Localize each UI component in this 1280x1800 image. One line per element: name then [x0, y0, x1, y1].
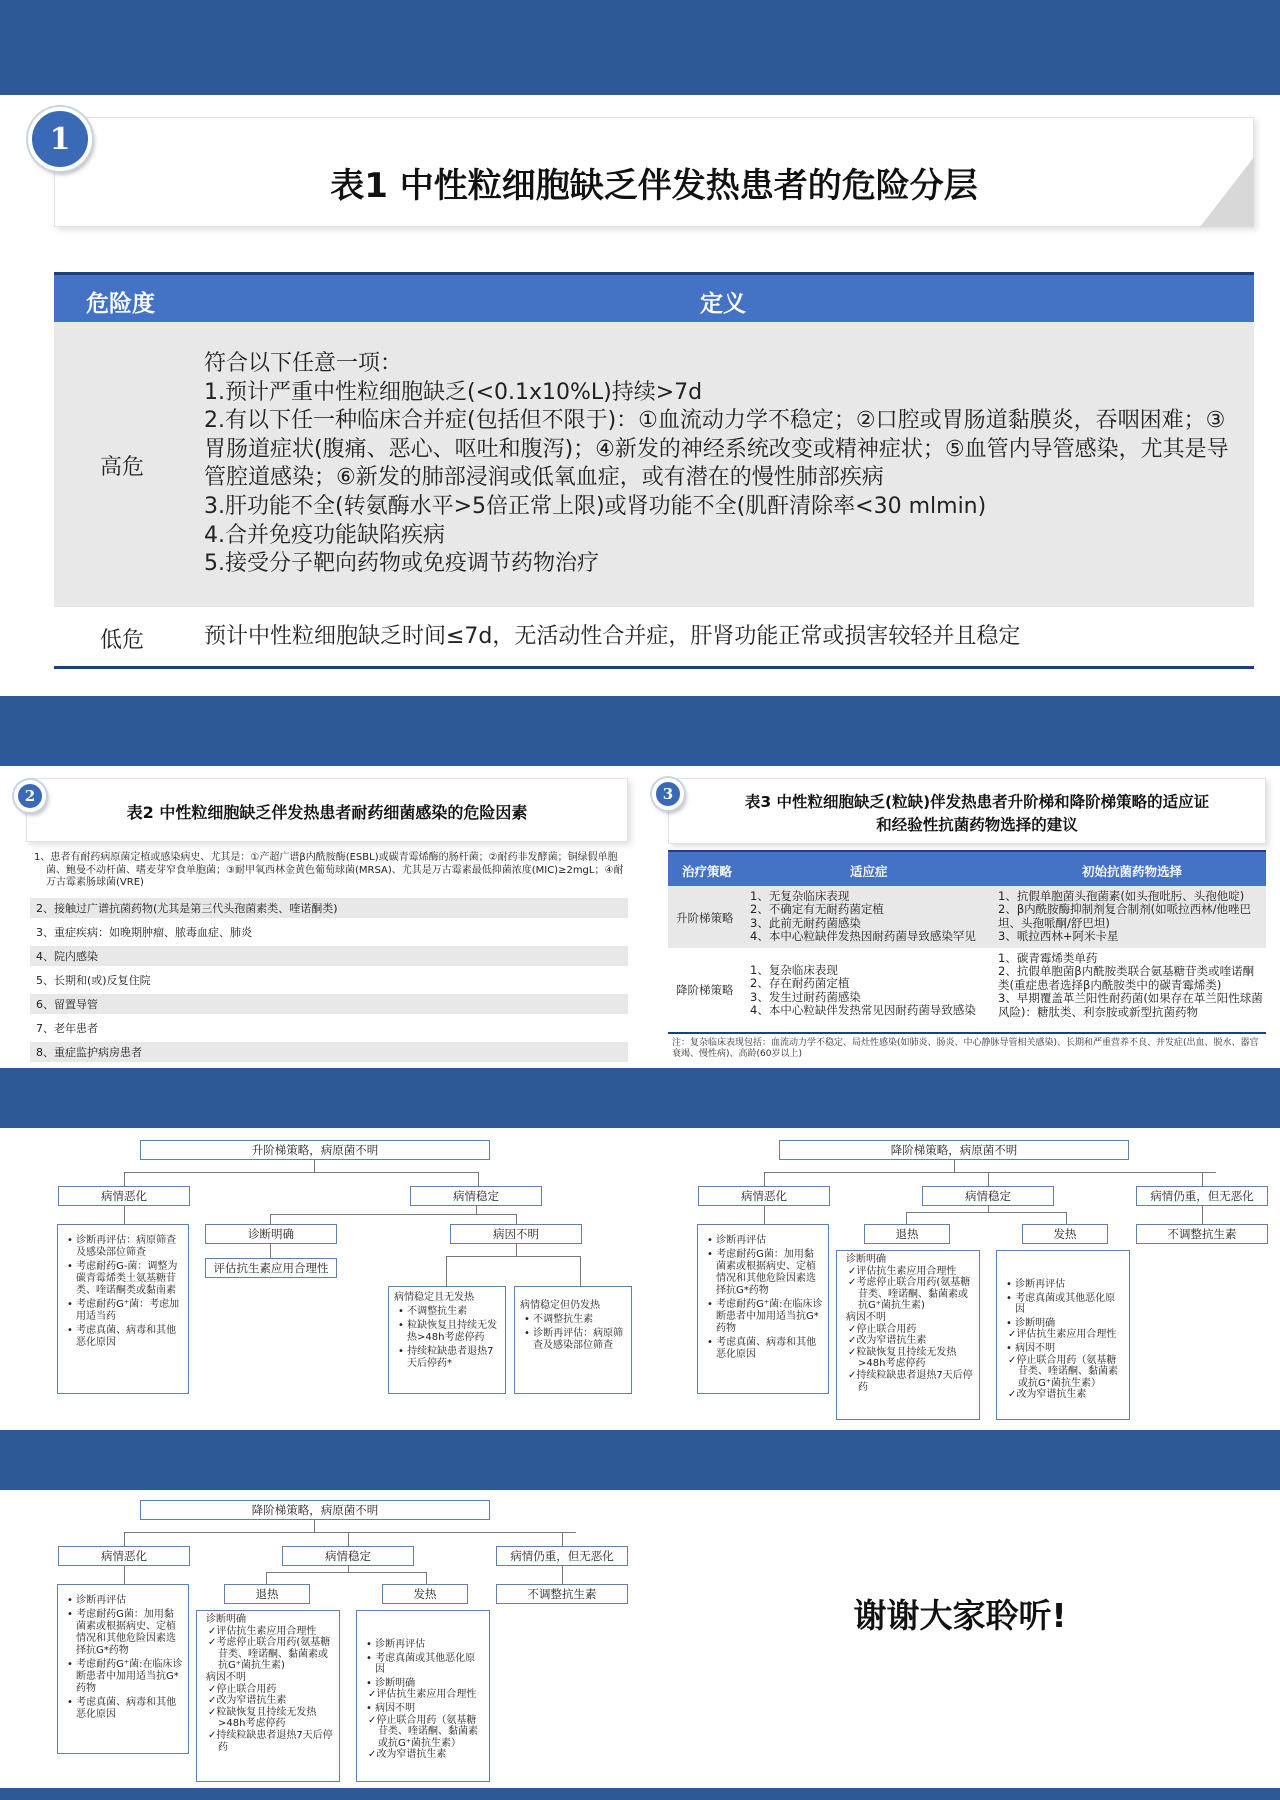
node-no-adjust: 不调整抗生素	[1136, 1224, 1268, 1244]
node-stable: 病情稳定	[282, 1546, 414, 1566]
divider-band-3	[0, 1430, 1280, 1490]
check-icon: ✓	[848, 1346, 857, 1358]
check-item	[842, 1266, 974, 1278]
check-item	[202, 1730, 334, 1753]
node-worse: 病情恶化	[58, 1546, 190, 1566]
def-line: 2.有以下任一种临床合并症(包括但不限于)：①血流动力学不稳定；②口腔或胃肠道黏膜炎，吞咽困难；③胃肠道症状(腹痛、恶心、呕吐和腹泻)；④新发的神经系统改变或精神症状；⑤血管内导管感染，尤其是导管腔道感染；⑥新发的肺部浸润或低氧血症，或有潜在的慢性肺部疾病	[204, 408, 1229, 491]
bullet-item: • 考虑耐药G⁺菌:在临床诊断患者中加用适当抗G*药物	[67, 1659, 183, 1694]
afebrile-action-list	[196, 1610, 340, 1782]
check-icon: ✓	[208, 1706, 217, 1718]
check-text: 粒缺恢复且持续无发热>48h考虑停药	[856, 1346, 957, 1370]
node-cause-unknown: 病因不明	[450, 1224, 582, 1244]
check-item	[1002, 1329, 1124, 1341]
drug-item: 1、碳青霉烯类单药	[998, 951, 1098, 965]
bullet-item: • 考虑耐药G⁺菌：考虑加用适当药	[67, 1299, 180, 1322]
check-text: 改为窄谱抗生素	[1016, 1389, 1087, 1401]
header-definition: 定义	[700, 291, 746, 317]
strategy-step-down: 降阶梯策略	[676, 983, 734, 997]
connector	[764, 1172, 1216, 1173]
high-risk-definition	[204, 350, 1234, 579]
divider-band-2	[0, 1068, 1280, 1128]
check-text: 评估抗生素应用合理性	[216, 1625, 317, 1637]
list-item: 6、留置导管	[30, 994, 628, 1014]
node-worse: 病情恶化	[698, 1186, 830, 1206]
page-title: 表1 中性粒细胞缺乏伴发热患者的危险分层	[330, 166, 978, 206]
table-row-step-up	[668, 886, 1266, 948]
indication-list	[750, 964, 990, 1018]
bullet-item: • 考虑耐药G菌：加用黏菌素或根据病史、定植情况和其他危险因素选择抗G*药物	[707, 1249, 816, 1296]
connector	[124, 1172, 125, 1186]
check-item	[842, 1324, 974, 1336]
connector	[426, 1572, 427, 1584]
connector	[266, 1572, 426, 1573]
top-band	[0, 0, 1280, 95]
flow-root-step-down: 降阶梯策略，病原菌不明	[140, 1500, 490, 1520]
def-line: 1.预计严重中性粒细胞缺乏(<0.1x10%L)持续>7d	[204, 379, 703, 405]
table-row-low-risk	[54, 607, 1254, 669]
table-row-high-risk	[54, 322, 1254, 607]
risk-level-high: 高危	[100, 455, 145, 480]
check-icon: ✓	[208, 1683, 217, 1695]
bullet-item: • 持续粒缺患者退热7天后停药*	[398, 1346, 494, 1369]
connector	[580, 1256, 581, 1286]
list-item: 5、长期和(或)反复住院	[36, 974, 151, 987]
bullet-item: • 考虑耐药G⁺菌:在临床诊断患者中加用适当抗G*药物	[707, 1299, 823, 1334]
connector	[124, 1532, 125, 1546]
indication-item: 2、存在耐药菌定植	[750, 976, 850, 991]
bullet-item: • 诊断再评估：病原筛查及感染部位筛查	[67, 1235, 177, 1258]
table3-note: 注：复杂临床表现包括：血流动力学不稳定、局灶性感染(如肺炎、肠炎、中心静脉导管相关感染)、长期和严重营养不良、并发症(出血、脱水、器官衰竭、慢性病)、高龄(60岁以上)	[672, 1038, 1259, 1059]
node-eval: 评估抗生素应用合理性	[205, 1258, 337, 1278]
check-icon: ✓	[368, 1749, 377, 1761]
low-risk-definition	[204, 623, 1234, 652]
bullet-item: • 病因不明	[366, 1702, 416, 1714]
drug-item: 2、抗假单胞菌β内酰胺类联合氨基糖苷类或喹诺酮类(重症患者选择β内酰胺类中的碳青霉烯类)	[998, 964, 1255, 992]
check-item	[842, 1347, 974, 1370]
check-icon: ✓	[208, 1625, 217, 1637]
bullet-item: • 诊断明确	[1006, 1317, 1056, 1329]
check-text: 停止联合用药	[216, 1683, 277, 1695]
worse-action-list	[697, 1224, 829, 1394]
worse-action-list	[57, 1224, 189, 1394]
connector	[906, 1212, 1066, 1213]
fever-action-list	[996, 1250, 1130, 1420]
flow-root-step-up: 升阶梯策略，病原菌不明	[140, 1140, 490, 1160]
divider-band-1	[0, 696, 1280, 766]
check-text: 改为窄谱抗生素	[216, 1695, 287, 1707]
connector	[764, 1206, 765, 1224]
check-item	[842, 1335, 974, 1347]
list-item: 4、院内感染	[30, 946, 628, 966]
bullet-item: • 诊断再评估	[707, 1235, 767, 1246]
check-icon: ✓	[1008, 1389, 1017, 1401]
connector	[562, 1532, 563, 1546]
check-item	[202, 1695, 334, 1707]
check-text: 粒缺恢复且持续无发热>48h考虑停药	[216, 1706, 317, 1730]
bullet-item: • 病因不明	[1006, 1342, 1056, 1354]
check-icon: ✓	[208, 1695, 217, 1707]
connector	[266, 1572, 267, 1584]
connector	[446, 1256, 447, 1286]
afebrile-action-list	[836, 1250, 980, 1420]
node-heavy-no-worse: 病情仍重，但无恶化	[496, 1546, 628, 1566]
drug-item: 3、早期覆盖革兰阳性耐药菌(如果存在革兰阳性球菌风险)：糖肽类、利奈胺或新型抗菌药物	[998, 991, 1263, 1019]
connector	[314, 1520, 315, 1532]
node-fever: 发热	[1022, 1224, 1108, 1244]
check-item	[202, 1707, 334, 1730]
node-heavy-no-worse: 病情仍重，但无恶化	[1136, 1186, 1268, 1206]
indication-item: 1、无复杂临床表现	[750, 889, 850, 903]
badge-number: 3	[662, 785, 674, 803]
list-item: 8、重症监护病房患者	[30, 1042, 628, 1062]
def-line: 3.肝功能不全(转氨酶水平>5倍正常上限)或肾功能不全(肌酐清除率<30 mlmin)	[204, 493, 987, 519]
def-line: 预计中性粒细胞缺乏时间≤7d，无活动性合并症，肝肾功能正常或损害较轻并且稳定	[204, 624, 1021, 649]
table2-title: 表2 中性粒细胞缺乏伴发热患者耐药细菌感染的危险因素	[126, 803, 528, 822]
check-icon: ✓	[1008, 1329, 1017, 1341]
indication-item: 1、复杂临床表现	[750, 963, 838, 977]
node-worse: 病情恶化	[58, 1186, 190, 1206]
drug-item: 2、β内酰胺酶抑制剂复合制剂(如哌拉西林/他唑巴坦、头孢哌酮/舒巴坦)	[998, 902, 1252, 930]
bullet-item: • 诊断再评估	[1006, 1279, 1066, 1290]
check-item	[362, 1749, 484, 1761]
check-item	[842, 1370, 974, 1393]
badge-number: 1	[49, 121, 71, 157]
connector	[1202, 1172, 1203, 1186]
bullet-item: • 考虑耐药G-菌：调整为碳青霉烯类土氨基糖苷类、喹诺酮类或黏南素	[67, 1261, 178, 1296]
connector	[476, 1206, 477, 1214]
bullet-item: • 诊断再评估：病原筛查及感染部位筛查	[524, 1328, 624, 1351]
node-no-adjust: 不调整抗生素	[496, 1584, 628, 1604]
check-text: 停止联合用药	[856, 1323, 917, 1335]
check-text: 评估抗生素应用合理性	[376, 1689, 477, 1701]
drug-list	[998, 890, 1264, 944]
bullet-item: • 诊断明确	[366, 1677, 416, 1689]
list-item: 3、重症疾病：如晚期肿瘤、脓毒血症、肺炎	[36, 926, 252, 939]
connector	[124, 1532, 576, 1533]
connector	[906, 1212, 907, 1224]
bullet-item: • 粒缺恢复且持续无发热>48h考虑停药	[398, 1320, 498, 1343]
box-title: 病因不明	[846, 1311, 886, 1323]
indication-item: 4、本中心粒缺伴发热因耐药菌导致感染罕见	[750, 929, 976, 944]
check-icon: ✓	[848, 1277, 857, 1289]
bullet-item: • 诊断再评估	[366, 1639, 426, 1650]
check-icon: ✓	[848, 1323, 857, 1335]
indication-list	[750, 890, 990, 944]
connector	[1066, 1212, 1067, 1224]
check-item	[202, 1684, 334, 1696]
indication-item: 3、发生过耐药菌感染	[750, 989, 861, 1004]
node-fever: 发热	[382, 1584, 468, 1604]
connector	[954, 1160, 955, 1172]
afebrile-action-list	[388, 1286, 506, 1394]
connector	[562, 1566, 563, 1584]
table3-title-line2: 和经验性抗菌药物选择的建议	[876, 816, 1078, 834]
check-icon: ✓	[1008, 1354, 1017, 1366]
check-item	[1002, 1355, 1124, 1390]
bullet-item: • 不调整抗生素	[398, 1306, 468, 1317]
node-stable: 病情稳定	[922, 1186, 1054, 1206]
check-text: 改为窄谱抗生素	[376, 1749, 447, 1761]
worse-action-list	[57, 1584, 189, 1754]
check-item	[362, 1715, 484, 1750]
badge-number: 2	[24, 787, 36, 805]
check-item	[1002, 1389, 1124, 1401]
check-text: 持续粒缺患者退热7天后停药	[856, 1369, 973, 1393]
connector	[124, 1172, 478, 1173]
bullet-item: • 不调整抗生素	[524, 1314, 594, 1325]
check-text: 停止联合用药（氨基糖苷类、喹诺酮、黏菌素或抗G⁺菌抗生素）	[1016, 1354, 1118, 1389]
fever-action-list	[356, 1610, 490, 1782]
bullet-item: • 考虑真菌或其他恶化原因	[1006, 1292, 1116, 1316]
bullet-item: • 诊断再评估	[67, 1595, 127, 1606]
check-text: 评估抗生素应用合理性	[1016, 1329, 1117, 1341]
box-title: 诊断明确	[206, 1614, 246, 1625]
bullet-item: • 考虑真菌或其他恶化原因	[366, 1652, 476, 1676]
check-text: 改为窄谱抗生素	[856, 1335, 927, 1347]
list-item: 1、患者有耐药病原菌定植或感染病史、尤其是：①产超广谱β内酰胺酶(ESBL)或碳青霉烯酶的肠杆菌；②耐药非发酵菌；铜绿假单胞菌、鲍曼不动杆菌、嗜麦芽窄食单胞菌；③耐甲氧西林金黄色葡萄球菌(MRSA)、尤其是万古霉素最低抑菌浓度(MIC)≥2mgL；④耐万古霉素肠球菌(VRE)	[34, 852, 624, 888]
connector	[348, 1566, 349, 1572]
check-text: 停止联合用药（氨基糖苷类、喹诺酮、黏菌素或抗G⁺菌抗生素）	[376, 1714, 478, 1749]
connector	[270, 1244, 271, 1258]
check-text: 考虑停止联合用药(氨基糖苷类、喹诺酮、黏菌素或抗G⁺菌抗生素)	[216, 1637, 331, 1672]
node-stable: 病情稳定	[410, 1186, 542, 1206]
connector	[988, 1172, 989, 1186]
drug-list	[998, 952, 1264, 1019]
connector	[988, 1206, 989, 1212]
box-title: 病情稳定且无发热	[394, 1292, 474, 1303]
list-item: 2、接触过广谱抗菌药物(尤其是第三代头孢菌素类、喹诺酮类)	[30, 898, 628, 918]
node-afebrile: 退热	[224, 1584, 310, 1604]
connector	[516, 1214, 517, 1224]
check-text: 考虑停止联合用药(氨基糖苷类、喹诺酮、黏菌素或抗G⁺菌抗生素)	[856, 1277, 971, 1312]
def-line: 符合以下任意一项：	[204, 351, 403, 376]
connector	[478, 1172, 479, 1186]
connector	[1202, 1206, 1203, 1224]
strategy-step-up: 升阶梯策略	[676, 911, 734, 925]
bottom-band	[0, 1788, 1280, 1800]
check-text: 评估抗生素应用合理性	[856, 1265, 957, 1277]
bullet-item: • 考虑真菌、病毒和其他恶化原因	[707, 1337, 817, 1360]
connector	[270, 1214, 516, 1215]
connector	[764, 1172, 765, 1186]
def-line: 4.合并免疫功能缺陷疾病	[204, 522, 445, 548]
check-icon: ✓	[208, 1729, 217, 1741]
check-icon: ✓	[208, 1637, 217, 1649]
connector	[516, 1244, 517, 1256]
indication-item: 4、本中心粒缺伴发热常见因耐药菌导致感染	[750, 1003, 976, 1018]
table3-title-line1: 表3 中性粒细胞缺乏(粒缺)伴发热患者升阶梯和降阶梯策略的适应证	[744, 793, 1210, 811]
table1-header	[54, 272, 1254, 322]
check-icon: ✓	[848, 1335, 857, 1347]
check-icon: ✓	[848, 1369, 857, 1381]
header-strategy: 治疗策略	[682, 864, 733, 879]
box-title: 病情稳定但仍发热	[520, 1300, 600, 1311]
indication-item: 3、此前无耐药菌感染	[750, 915, 861, 930]
bullet-item: • 考虑真菌、病毒和其他恶化原因	[67, 1325, 177, 1348]
slide-number-badge	[652, 778, 684, 810]
connector	[124, 1566, 125, 1584]
connector	[446, 1256, 580, 1257]
table3-header	[668, 850, 1266, 886]
risk-level-low: 低危	[100, 628, 145, 653]
connector	[124, 1206, 125, 1224]
drug-item: 3、哌拉西林+阿米卡星	[998, 929, 1119, 944]
header-risk-level: 危险度	[86, 291, 155, 317]
header-indication: 适应症	[850, 864, 888, 879]
table-row-step-down	[668, 948, 1266, 1034]
flow-root-step-down: 降阶梯策略，病原菌不明	[779, 1140, 1129, 1160]
fever-action-list	[514, 1286, 632, 1394]
check-item	[842, 1277, 974, 1312]
thanks-message: 谢谢大家聆听!	[853, 1596, 1067, 1635]
list-item: 7、老年患者	[36, 1022, 98, 1035]
connector	[314, 1160, 315, 1172]
check-icon: ✓	[368, 1689, 377, 1701]
header-drug: 初始抗菌药物选择	[1082, 864, 1183, 879]
page-fold-icon	[1200, 157, 1254, 227]
bullet-item: • 考虑真菌、病毒和其他恶化原因	[67, 1697, 177, 1720]
check-icon: ✓	[848, 1265, 857, 1277]
indication-item: 2、不确定有无耐药菌定植	[750, 902, 884, 917]
drug-item: 1、抗假单胞菌头孢菌素(如头孢吡肟、头孢他啶)	[998, 889, 1245, 903]
def-line: 5.接受分子靶向药物或免疫调节药物治疗	[204, 551, 599, 577]
check-text: 持续粒缺患者退热7天后停药	[216, 1729, 333, 1753]
check-item	[202, 1626, 334, 1638]
box-title: 病因不明	[206, 1671, 246, 1683]
connector	[270, 1214, 271, 1224]
node-dx-clear: 诊断明确	[205, 1224, 337, 1244]
check-item	[202, 1637, 334, 1672]
node-afebrile: 退热	[864, 1224, 950, 1244]
bullet-item: • 考虑耐药G菌：加用黏菌素或根据病史、定植情况和其他危险因素选择抗G*药物	[67, 1609, 176, 1656]
check-item	[362, 1689, 484, 1701]
check-icon: ✓	[368, 1714, 377, 1726]
connector	[348, 1532, 349, 1546]
box-title: 诊断明确	[846, 1254, 886, 1265]
